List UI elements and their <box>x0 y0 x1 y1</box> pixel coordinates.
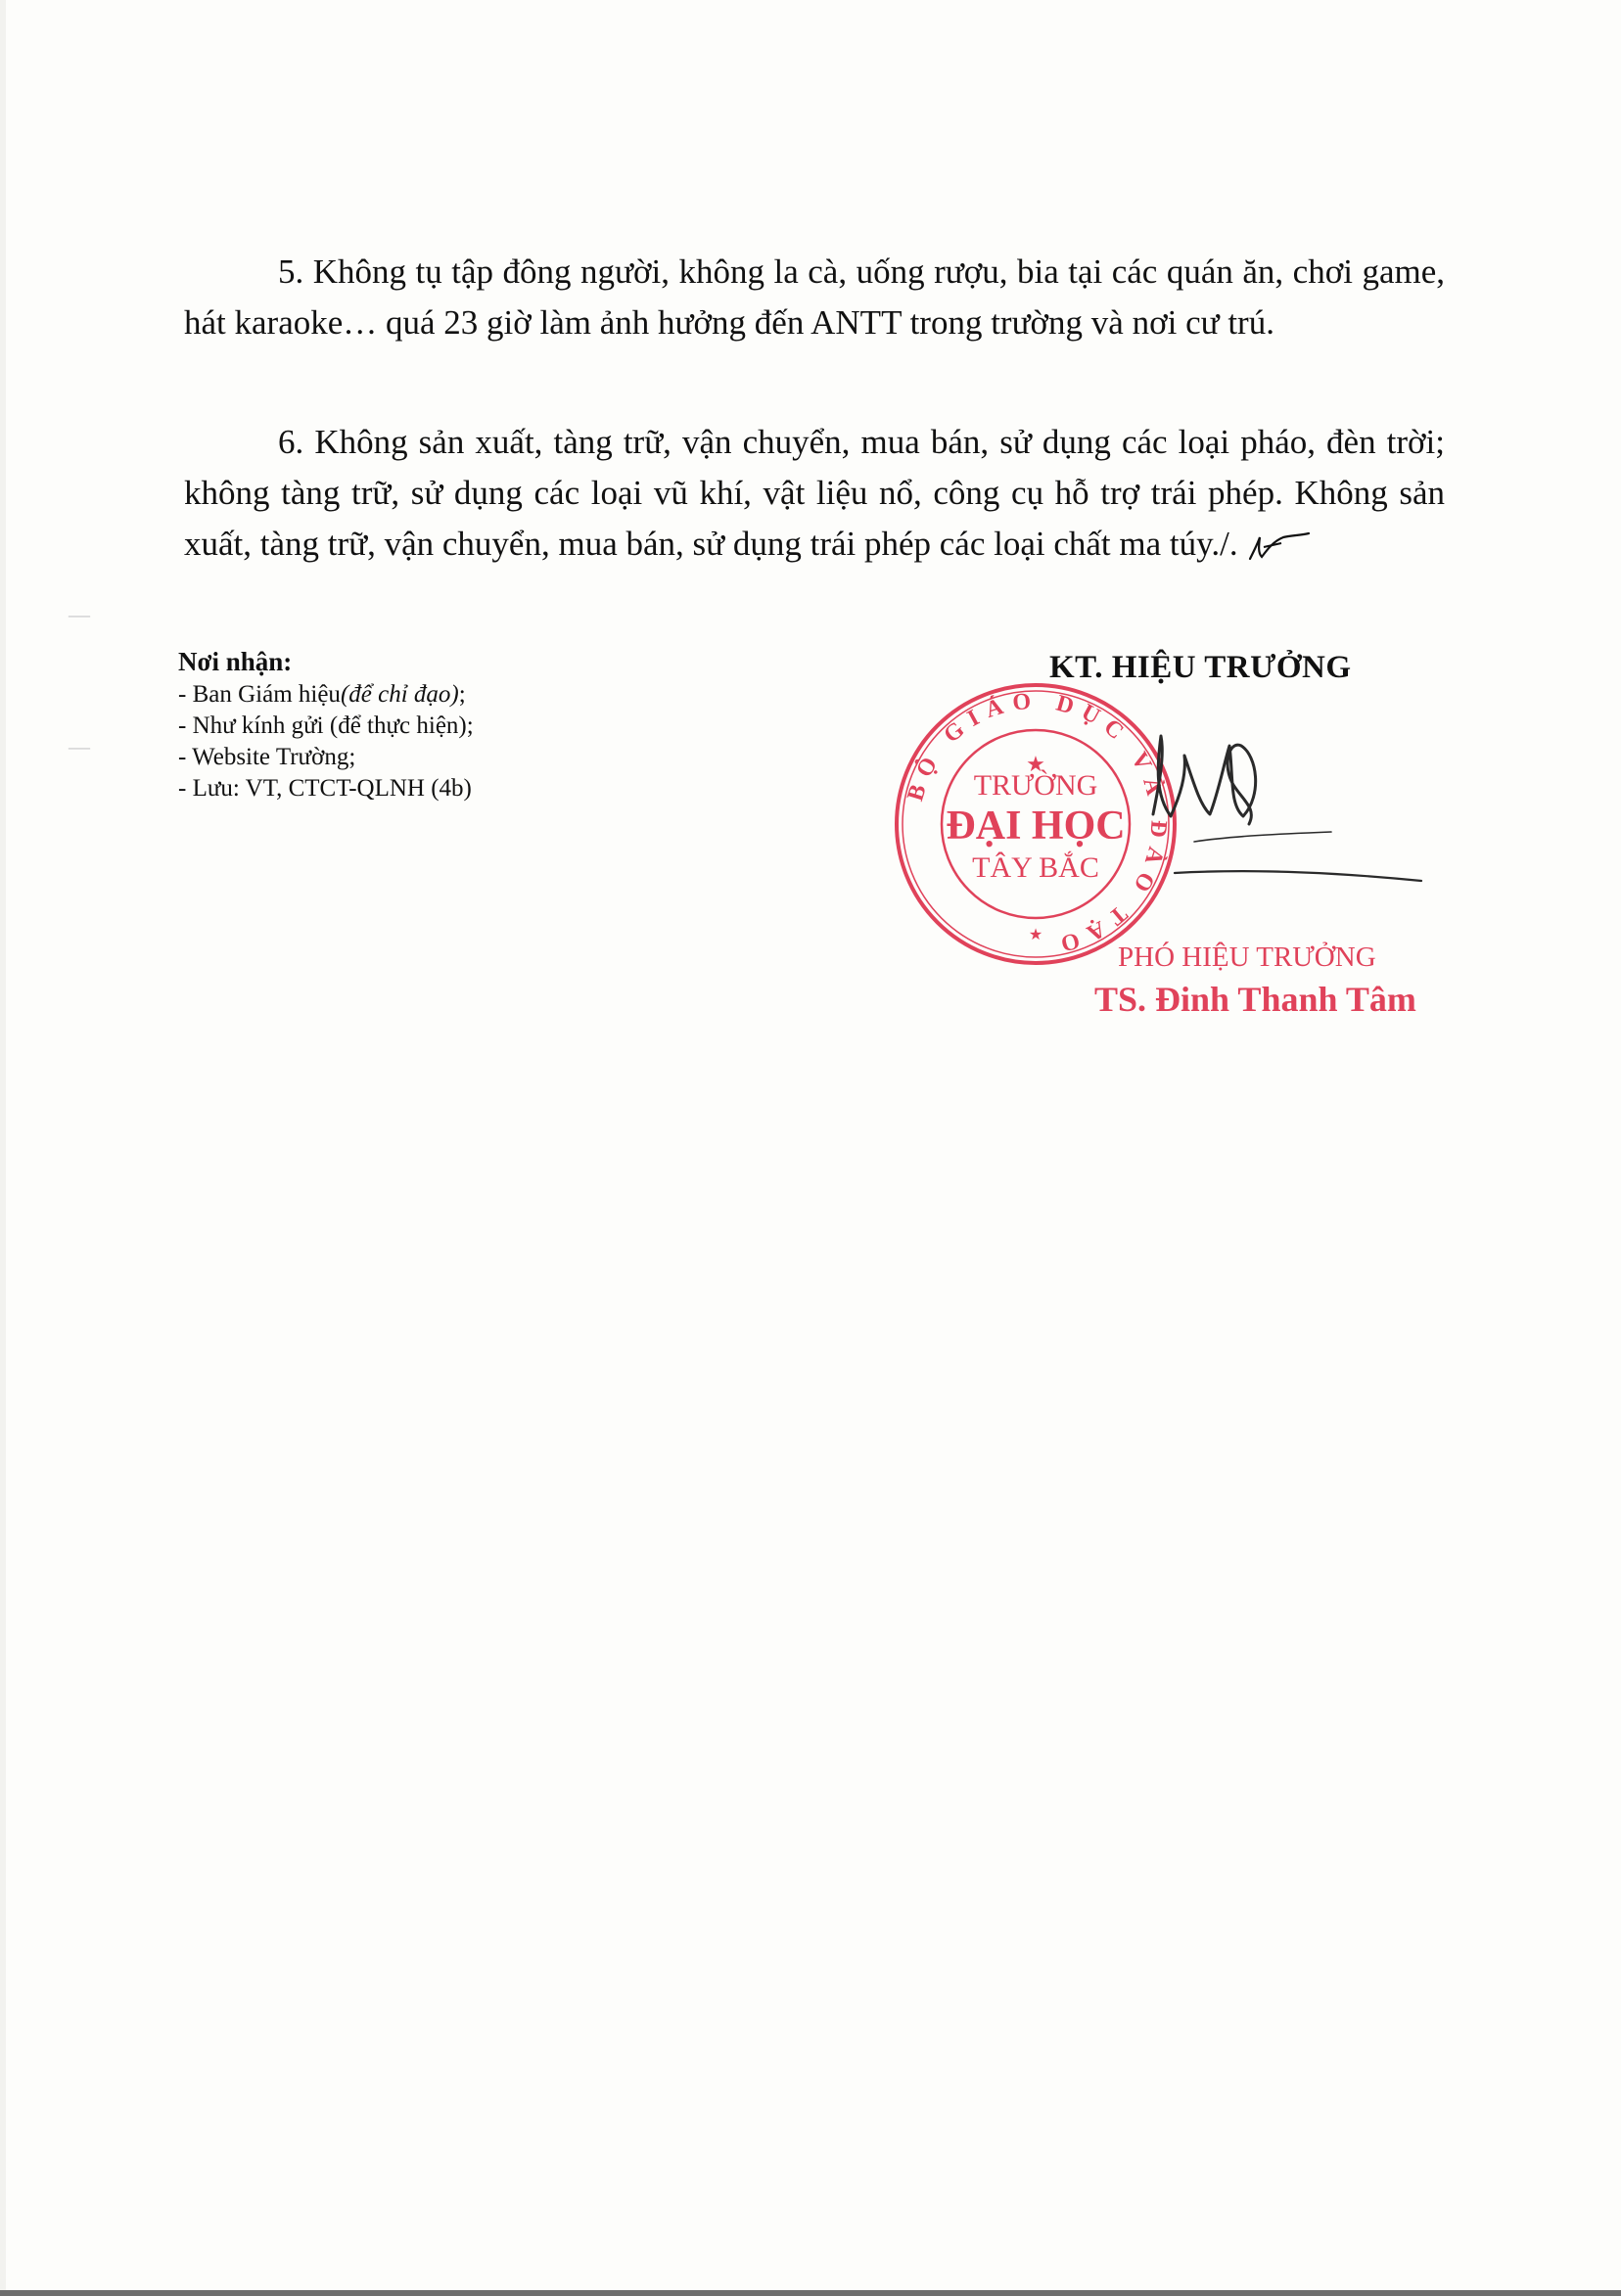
stamp-line-3: TÂY BẮC <box>972 851 1099 884</box>
stamp-line-1: TRƯỜNG <box>973 769 1098 802</box>
stamp-line-2: ĐẠI HỌC <box>946 804 1126 849</box>
scan-left-shadow <box>0 0 6 2296</box>
margin-mark: — <box>69 734 90 758</box>
svg-text:★: ★ <box>1028 927 1043 943</box>
initials-signature <box>1244 529 1313 565</box>
signature-title: KT. HIỆU TRƯỞNG <box>1049 650 1352 685</box>
recipient-line: - Lưu: VT, CTCT-QLNH (4b) <box>178 775 472 802</box>
paragraph-item-6-text: 6. Không sản xuất, tàng trữ, vận chuyển, mua bán, sử dụng các loại pháo, đèn trời; không tàng trữ, sử dụng các loại vũ khí, vật liệu nổ, công cụ hỗ trợ trái phép. Không sản xuất, tàng trữ, vận chuyển, mua bán, sử dụng trái phép các loại chất ma túy./. <box>184 423 1445 563</box>
handwritten-signature <box>1135 726 1429 902</box>
svg-text:★: ★ <box>1026 752 1045 776</box>
signer-name: TS. Đinh Thanh Tâm <box>1094 980 1416 1019</box>
recipients-title: Nơi nhận: <box>178 647 293 676</box>
paragraph-item-6 <box>184 417 1445 570</box>
margin-mark: — <box>69 602 90 626</box>
recipients-block <box>178 646 474 804</box>
paragraph-item-5-text: 5. Không tụ tập đông người, không la cà, uống rượu, bia tại các quán ăn, chơi game, hát karaoke… quá 23 giờ làm ảnh hưởng đến ANTT trong trường và nơi cư trú. <box>184 253 1445 342</box>
paragraph-item-5 <box>184 247 1445 348</box>
recipient-line: - Như kính gửi (để thực hiện); <box>178 712 474 739</box>
scan-bottom-edge <box>0 2290 1621 2296</box>
signer-position: PHÓ HIỆU TRƯỞNG <box>1118 941 1376 973</box>
recipient-line: - Ban Giám hiệu(để chỉ đạo); <box>178 681 466 708</box>
stamp-ring-text: BỘ GIÁO DỤC VÀ ĐÀO TẠO <box>903 688 1172 959</box>
recipient-line: - Website Trường; <box>178 744 356 770</box>
